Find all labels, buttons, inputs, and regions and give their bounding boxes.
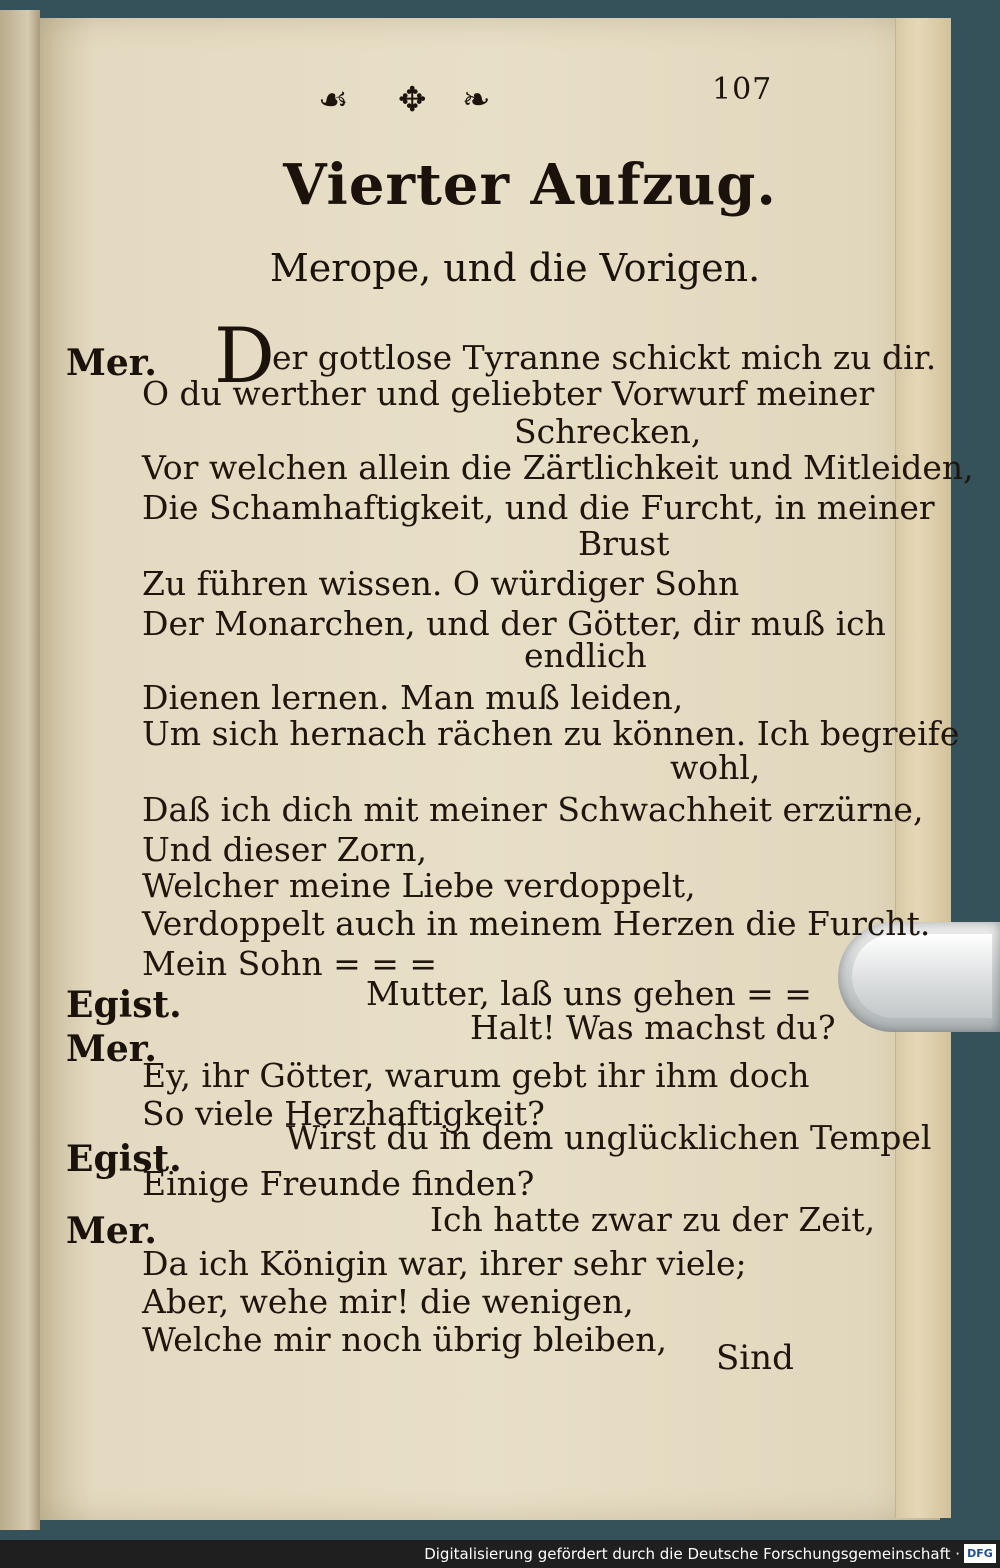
verse-line: Verdoppelt auch in meinem Herzen die Furcht.: [142, 904, 931, 943]
page-number: 107: [712, 72, 773, 107]
verse-line: wohl,: [670, 748, 761, 787]
verse-line: O du werther und geliebter Vorwurf meiner: [142, 374, 875, 413]
verse-line: Dienen lernen. Man muß leiden,: [142, 678, 684, 717]
verse-line: Mein Sohn = = =: [142, 944, 438, 983]
page-clip-highlight: [852, 934, 992, 1018]
page-stack-edge: [895, 18, 951, 1518]
speaker-label: Mer.: [66, 342, 157, 384]
verse-line: Daß ich dich mit meiner Schwachheit erzürne,: [142, 790, 924, 829]
speaker-label: Egist.: [66, 984, 182, 1026]
verse-line: Ey, ihr Götter, warum gebt ihr ihm doch: [142, 1056, 810, 1095]
verse-line: Halt! Was machst du?: [470, 1008, 836, 1047]
ornament-left-icon: ☙: [318, 80, 349, 120]
verse-line: Welche mir noch übrig bleiben,: [142, 1320, 668, 1359]
verse-line: Welcher meine Liebe verdoppelt,: [142, 866, 696, 905]
ornament-center-icon: ✥: [398, 80, 427, 120]
dfg-logo: DFG: [964, 1544, 996, 1563]
verse-line: Da ich Königin war, ihrer sehr viele;: [142, 1244, 747, 1283]
verse-line: Schrecken,: [514, 412, 702, 451]
verse-line: Ich hatte zwar zu der Zeit,: [430, 1200, 876, 1239]
verse-line: So viele Herzhaftigkeit?: [142, 1094, 545, 1133]
footer-credit: Digitalisierung gefördert durch die Deutsche Forschungsgemeinschaft ·: [424, 1545, 960, 1563]
scene-heading: Merope, und die Vorigen.: [269, 246, 761, 290]
verse-line: Mutter, laß uns gehen = =: [366, 974, 812, 1013]
speaker-label: Egist.: [66, 1138, 182, 1180]
verse-line: Aber, wehe mir! die wenigen,: [142, 1282, 634, 1321]
ornament-right-icon: ❧: [462, 80, 491, 120]
catchword: Sind: [716, 1338, 794, 1378]
verse-line: Und dieser Zorn,: [142, 830, 427, 869]
footer-bar: [0, 1540, 1000, 1568]
verse-line: Wirst du in dem unglücklichen Tempel: [286, 1118, 932, 1157]
speaker-label: Mer.: [66, 1028, 157, 1070]
verse-line: Die Schamhaftigkeit, und die Furcht, in meiner: [142, 488, 935, 527]
verse-line: Der Monarchen, und der Götter, dir muß ich: [142, 604, 886, 643]
speaker-label: Mer.: [66, 1210, 157, 1252]
drop-cap: D: [214, 311, 275, 400]
verse-line: er gottlose Tyranne schickt mich zu dir.: [272, 338, 937, 377]
verse-line: Vor welchen allein die Zärtlichkeit und Mitleiden,: [142, 448, 974, 487]
verse-line: endlich: [524, 636, 647, 675]
verse-line: Um sich hernach rächen zu können. Ich begreife: [142, 714, 960, 753]
verse-line: Brust: [578, 524, 670, 563]
verse-line: Einige Freunde finden?: [142, 1164, 535, 1203]
act-title: Vierter Aufzug.: [283, 152, 777, 218]
previous-page-edge: [0, 10, 40, 1530]
verse-line: Zu führen wissen. O würdiger Sohn: [142, 564, 740, 603]
